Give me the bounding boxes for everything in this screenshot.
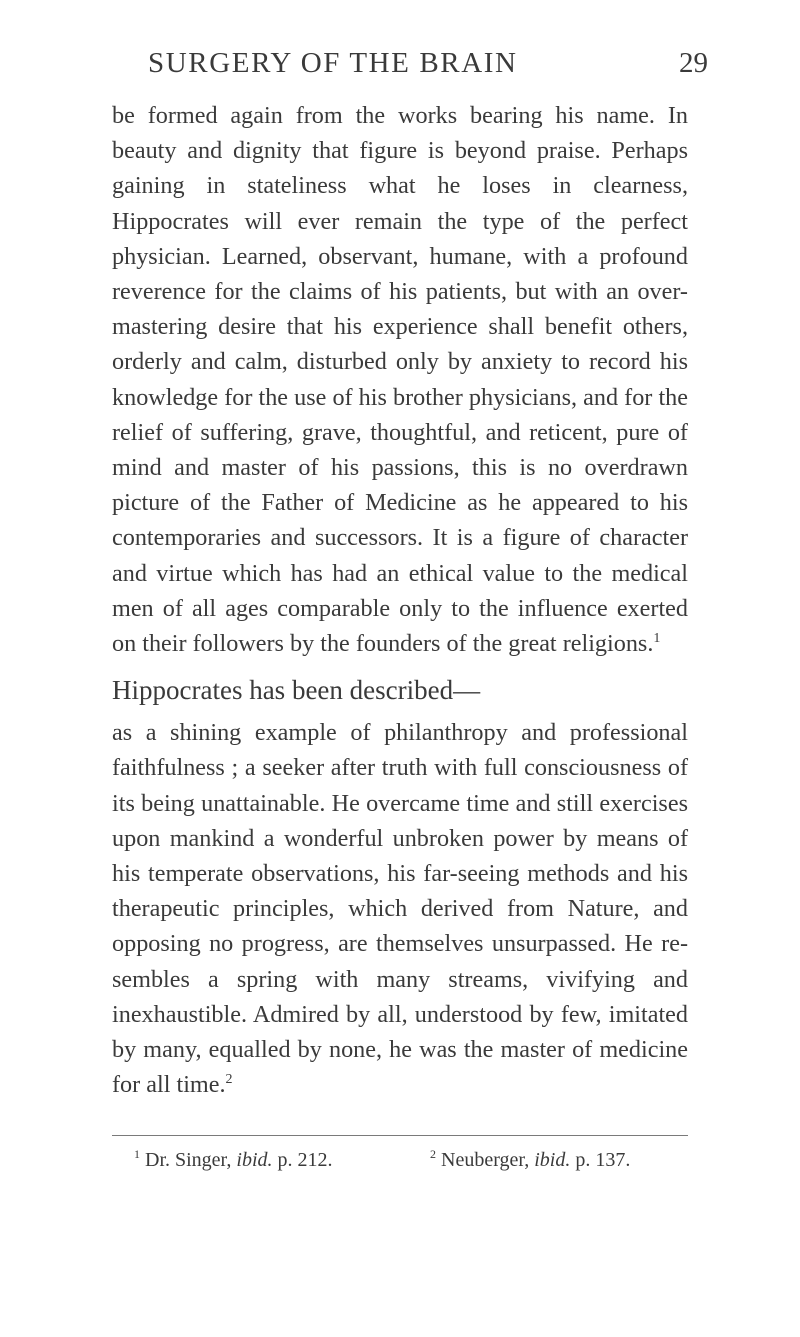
page-number: 29 bbox=[679, 47, 708, 79]
footnote-rule bbox=[112, 1135, 688, 1136]
footnote-marker-1: 1 bbox=[653, 631, 661, 647]
footnote-2-marker: 2 bbox=[430, 1147, 436, 1161]
footnote-1-marker: 1 bbox=[134, 1147, 140, 1161]
footnotes bbox=[112, 1140, 688, 1180]
running-title: SURGERY OF THE BRAIN bbox=[148, 47, 518, 79]
footnote-1-author: Dr. Singer, bbox=[145, 1149, 237, 1171]
footnote-2-source: ibid. bbox=[534, 1149, 571, 1171]
footnote-marker-2: 2 bbox=[225, 1072, 233, 1088]
paragraph-1-text: be formed again from the works bearing his name. In beauty and dignity that figure is beyond praise. Perhaps gaining in stateliness what he loses in clearness, Hippocrates will ever remain the type of the perfect physician. Learned, observant, humane, with a profound reverence for the claims of his patients, but with an over-mastering desire that his experience shall benefit others, orderly and calm, disturbed only by anxiety to record his knowledge for the use of his brother physicians, and for the relief of suffering, grave, thoughtful, and reticent, pure of mind and master of his passions, this is no overdrawn picture of the Father of Medicine as he appeared to his contemporaries and successors. It is a figure of character and virtue which has had an ethical value to the medical men of all ages comparable only to the influence exerted on their followers by the founders of the great religions. bbox=[112, 102, 688, 658]
footnote-1-source: ibid. bbox=[236, 1149, 273, 1171]
paragraph-2-text: as a shining example of philanthropy and professional faithfulness ; a seeker after truth with full consciousness of its being unattainable. He overcame time and still exercises upon mankind a wonderful unbroken power by means of his temperate observations, his far-seeing methods and his therapeutic principles, which derived from Nature, and opposing no progress, are themselves unsurpassed. He resembles a spring with many streams, vivifying and inexhaustible. Admired by all, understood by few, imitated by many, equalled by none, he was the master of medicine for all time. bbox=[112, 719, 688, 1099]
footnote-2-author: Neuberger, bbox=[441, 1149, 535, 1171]
footnote-2 bbox=[430, 1140, 630, 1180]
running-head bbox=[148, 38, 708, 88]
footnote-1-page: p. 212. bbox=[272, 1149, 333, 1171]
paragraph-1 bbox=[112, 98, 688, 661]
paragraph-2 bbox=[112, 715, 688, 1102]
body-text bbox=[112, 98, 688, 1102]
footnote-2-page: p. 137. bbox=[570, 1149, 631, 1171]
footnote-1 bbox=[134, 1140, 333, 1180]
section-lead: Hippocrates has been described— bbox=[112, 675, 481, 706]
